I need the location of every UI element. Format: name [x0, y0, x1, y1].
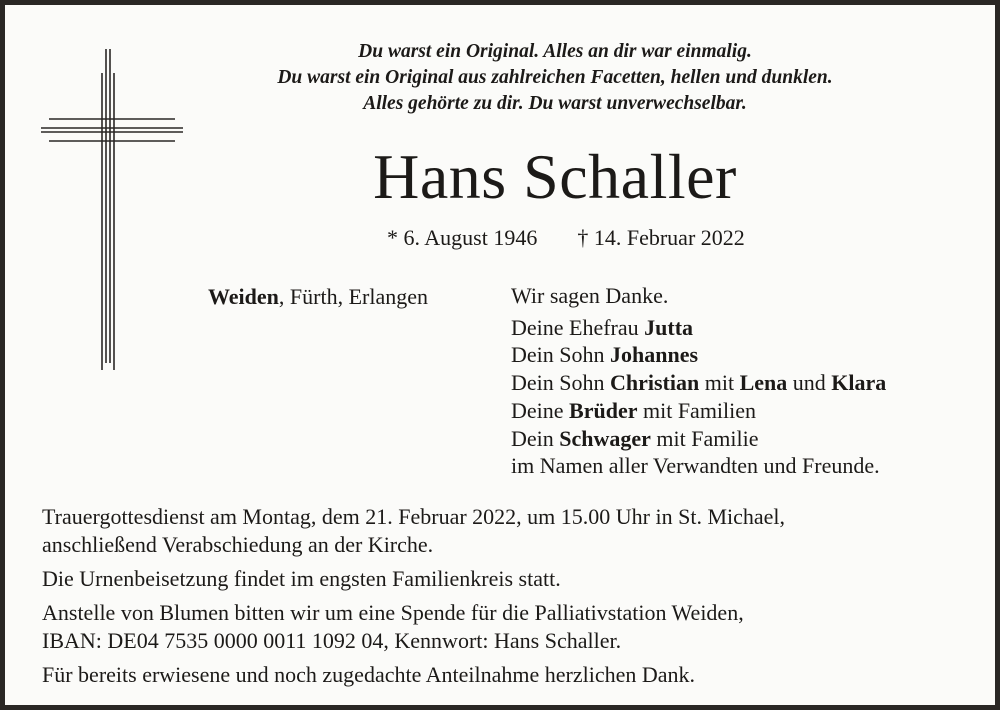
mourner-line — [511, 341, 886, 369]
gratitude-line: Für bereits erwiesene und noch zugedachte Anteilnahme herzlichen Dank. — [42, 662, 696, 687]
mourner-text: mit Familien — [637, 397, 757, 423]
thanks-line: Wir sagen Danke. — [511, 283, 669, 308]
donation-line: Anstelle von Blumen bitten wir um eine Spende für die Palliativstation Weiden, — [42, 600, 744, 625]
mourner-text: und — [787, 370, 832, 396]
death-date: † 14. Februar 2022 — [577, 225, 745, 250]
mourner-name: Schwager — [559, 425, 651, 451]
mourner-text: Dein Sohn — [511, 370, 610, 396]
mourner-name: Brüder — [569, 397, 638, 423]
mourner-name: Johannes — [610, 342, 699, 368]
service-line: anschließend Verabschiedung an der Kirche. — [42, 532, 434, 557]
gratitude-info — [42, 661, 972, 689]
mourner-line — [511, 425, 886, 453]
mourner-name: Klara — [831, 370, 887, 396]
life-dates — [387, 223, 745, 253]
mourner-text: Dein Sohn — [511, 342, 610, 368]
places — [208, 282, 428, 312]
family-list — [511, 282, 886, 480]
birth-date: * 6. August 1946 — [387, 225, 538, 250]
motto — [235, 39, 875, 117]
mourner-text: Dein — [511, 425, 560, 451]
motto-line: Du warst ein Original. Alles an dir war einmalig. — [358, 41, 752, 62]
place-main: Weiden — [208, 284, 279, 309]
notes — [42, 503, 972, 695]
mourner-name: Lena — [739, 370, 788, 396]
motto-line: Alles gehörte zu dir. Du warst unverwechselbar. — [363, 93, 747, 114]
motto-line: Du warst ein Original aus zahlreichen Facetten, hellen und dunklen. — [277, 67, 833, 88]
cross-icon — [39, 45, 189, 375]
mourner-text: Deine Ehefrau — [511, 314, 645, 340]
service-info — [42, 503, 972, 559]
burial-info — [42, 565, 972, 593]
mourners — [511, 314, 886, 480]
mourner-line — [511, 397, 886, 425]
mourner-name: Jutta — [644, 314, 694, 340]
deceased-name: Hans Schaller — [373, 141, 737, 212]
mourner-line — [511, 369, 886, 397]
mourner-text: mit — [699, 370, 740, 396]
mourner-line — [511, 452, 886, 480]
donation-iban-line: IBAN: DE04 7535 0000 0011 1092 04, Kennwort: Hans Schaller. — [42, 628, 622, 653]
mourner-name: Christian — [610, 370, 700, 396]
place-others: , Fürth, Erlangen — [278, 284, 428, 309]
mourner-line — [511, 314, 886, 342]
service-line: Trauergottesdienst am Montag, dem 21. Februar 2022, um 15.00 Uhr in St. Michael, — [42, 504, 786, 529]
mourner-text: im Namen aller Verwandten und Freunde. — [511, 453, 880, 479]
mourner-text: mit Familie — [650, 425, 759, 451]
burial-line: Die Urnenbeisetzung findet im engsten Familienkreis statt. — [42, 566, 561, 591]
mourner-text: Deine — [511, 397, 570, 423]
donation-info — [42, 599, 972, 655]
